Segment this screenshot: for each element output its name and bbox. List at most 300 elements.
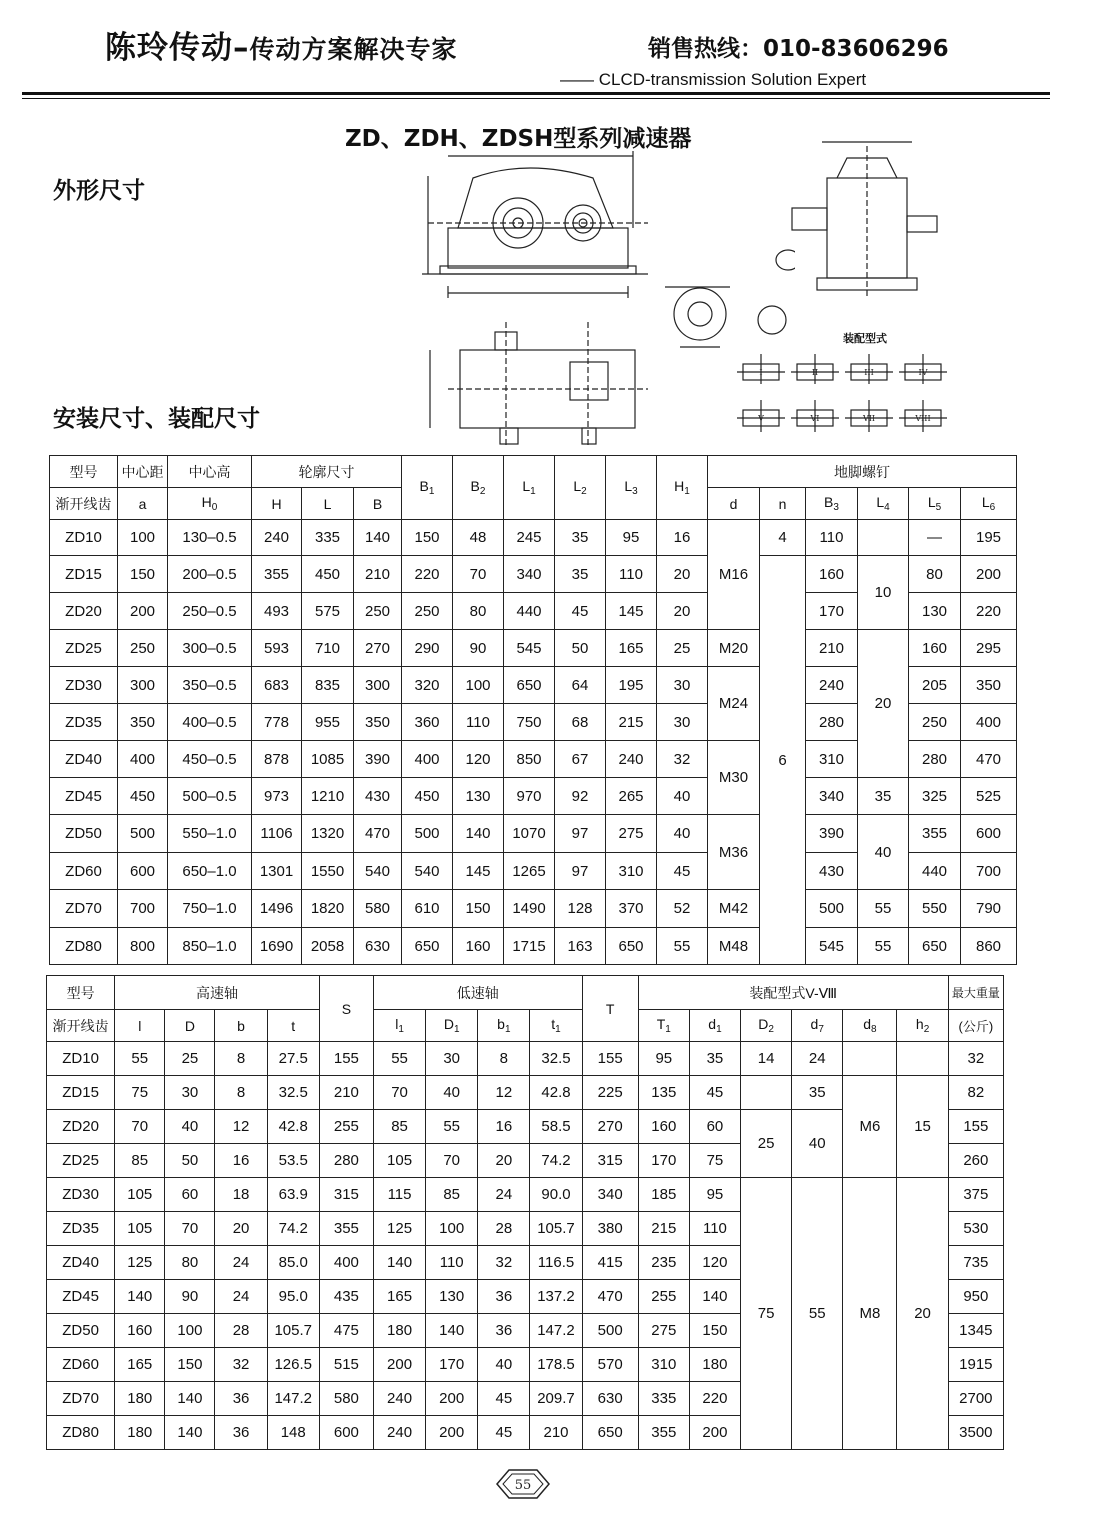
cell-model: ZD35 bbox=[47, 1212, 115, 1246]
cell-s: 280 bbox=[319, 1144, 373, 1178]
cell-model: ZD15 bbox=[50, 556, 118, 593]
subscript: 0 bbox=[211, 502, 218, 513]
cell-t1-small: 209.7 bbox=[530, 1382, 582, 1416]
cell-l6: 295 bbox=[961, 630, 1017, 667]
cell-d: 70 bbox=[165, 1212, 215, 1246]
subscript: 1 bbox=[530, 486, 536, 497]
cell-b2: 110 bbox=[453, 704, 504, 741]
cell-b: 390 bbox=[354, 741, 402, 778]
header-l: L bbox=[302, 488, 354, 520]
cell-h1: 30 bbox=[657, 667, 708, 704]
cell-t-small: 126.5 bbox=[267, 1348, 319, 1382]
company-header bbox=[105, 22, 458, 67]
table-row bbox=[50, 778, 1017, 815]
cell-l6: 700 bbox=[961, 853, 1017, 890]
cell-model: ZD45 bbox=[47, 1280, 115, 1314]
cell-l: 105 bbox=[115, 1178, 165, 1212]
cell-b: 8 bbox=[215, 1076, 267, 1110]
cell-d1-small: 140 bbox=[689, 1280, 740, 1314]
cell-model: ZD30 bbox=[50, 667, 118, 704]
subscript: 5 bbox=[935, 502, 942, 513]
cell-b: 430 bbox=[354, 778, 402, 815]
cell-h0: 850–1.0 bbox=[168, 928, 252, 965]
reducer-front-view-drawing bbox=[418, 148, 658, 308]
header-symbol: d bbox=[863, 1016, 871, 1032]
cell-l5: 130 bbox=[909, 593, 961, 630]
cell-t-small: 74.2 bbox=[267, 1212, 319, 1246]
cell-b: 630 bbox=[354, 928, 402, 965]
table-row bbox=[50, 928, 1017, 965]
cell-b1: 400 bbox=[402, 741, 453, 778]
cell-l5: 205 bbox=[909, 667, 961, 704]
cell-h: 1301 bbox=[252, 853, 302, 890]
cell-a: 800 bbox=[118, 928, 168, 965]
cell-model: ZD80 bbox=[47, 1416, 115, 1450]
cell-model: ZD25 bbox=[50, 630, 118, 667]
company-slogan: 传动方案解决专家 bbox=[249, 35, 458, 64]
cell-h1: 52 bbox=[657, 890, 708, 928]
cell-t1-small: 42.8 bbox=[530, 1076, 582, 1110]
cell-a: 600 bbox=[118, 853, 168, 890]
cell-d1-small: 180 bbox=[689, 1348, 740, 1382]
table-row bbox=[50, 630, 1017, 667]
cell-d1-small: 200 bbox=[689, 1416, 740, 1450]
cell-t1-small: 58.5 bbox=[530, 1110, 582, 1144]
cell-d2 bbox=[741, 1076, 792, 1110]
cell-l5: 325 bbox=[909, 778, 961, 815]
table-row bbox=[50, 556, 1017, 593]
cell-l3: 275 bbox=[606, 815, 657, 853]
header-center-height: 中心高 bbox=[168, 456, 252, 488]
cell-t: 630 bbox=[582, 1382, 638, 1416]
header-d1 bbox=[426, 1010, 478, 1042]
cell-l1: 245 bbox=[504, 520, 555, 556]
cell-l: 335 bbox=[302, 520, 354, 556]
cell-a: 700 bbox=[118, 890, 168, 928]
cell-h: 493 bbox=[252, 593, 302, 630]
cell-d1: 100 bbox=[426, 1212, 478, 1246]
cell-a: 300 bbox=[118, 667, 168, 704]
cell-t1-small: 137.2 bbox=[530, 1280, 582, 1314]
cell-t1: 185 bbox=[638, 1178, 689, 1212]
shaft-assembly-table bbox=[46, 975, 1004, 1450]
header-model: 型号 bbox=[50, 456, 118, 488]
cell-b: 470 bbox=[354, 815, 402, 853]
header-weight-unit: (公斤) bbox=[948, 1010, 1003, 1042]
cell-t: 225 bbox=[582, 1076, 638, 1110]
cell-l5: 650 bbox=[909, 928, 961, 965]
cell-h1: 55 bbox=[657, 928, 708, 965]
subscript: 1 bbox=[428, 486, 435, 497]
cell-l: 125 bbox=[115, 1246, 165, 1280]
cell-s: 600 bbox=[319, 1416, 373, 1450]
cell-t1: 95 bbox=[638, 1042, 689, 1076]
cell-b2: 80 bbox=[453, 593, 504, 630]
assembly-forms-diagram bbox=[735, 352, 960, 442]
cell-a: 200 bbox=[118, 593, 168, 630]
cell-l6: 860 bbox=[961, 928, 1017, 965]
cell-b: 28 bbox=[215, 1314, 267, 1348]
header-b3 bbox=[806, 488, 858, 520]
cell-max-weight: 2700 bbox=[948, 1382, 1003, 1416]
header-center-distance: 中心距 bbox=[118, 456, 168, 488]
cell-l6: 790 bbox=[961, 890, 1017, 928]
cell-h0: 350–0.5 bbox=[168, 667, 252, 704]
cell-d7: 40 bbox=[792, 1110, 843, 1178]
cell-b1: 650 bbox=[402, 928, 453, 965]
hotline-label: 销售热线： bbox=[648, 36, 763, 62]
cell-model: ZD10 bbox=[50, 520, 118, 556]
cell-b: 12 bbox=[215, 1110, 267, 1144]
cell-h2: 15 bbox=[897, 1076, 948, 1178]
cell-h0: 650–1.0 bbox=[168, 853, 252, 890]
assembly-form-7 bbox=[845, 400, 893, 432]
cell-model: ZD60 bbox=[47, 1348, 115, 1382]
cell-b3: 210 bbox=[806, 630, 858, 667]
cell-model: ZD45 bbox=[50, 778, 118, 815]
cell-l: 55 bbox=[115, 1042, 165, 1076]
cell-max-weight: 1345 bbox=[948, 1314, 1003, 1348]
cell-model: ZD25 bbox=[47, 1144, 115, 1178]
cell-d2: 25 bbox=[741, 1110, 792, 1178]
cell-l1: 1490 bbox=[504, 890, 555, 928]
cell-h: 355 bbox=[252, 556, 302, 593]
cell-h0: 200–0.5 bbox=[168, 556, 252, 593]
page-number: 55 bbox=[514, 1478, 532, 1493]
cell-b2: 160 bbox=[453, 928, 504, 965]
cell-t1: 135 bbox=[638, 1076, 689, 1110]
cell-t1: 255 bbox=[638, 1280, 689, 1314]
cell-t-small: 105.7 bbox=[267, 1314, 319, 1348]
cell-t1-small: 105.7 bbox=[530, 1212, 582, 1246]
cell-h0: 250–0.5 bbox=[168, 593, 252, 630]
cell-d8: M6 bbox=[843, 1076, 897, 1178]
header-l1 bbox=[504, 456, 555, 520]
cell-l: 1820 bbox=[302, 890, 354, 928]
cell-l1: 180 bbox=[373, 1314, 425, 1348]
cell-b1: 20 bbox=[478, 1144, 530, 1178]
cell-t-small: 53.5 bbox=[267, 1144, 319, 1178]
cell-b1: 8 bbox=[478, 1042, 530, 1076]
cell-l1: 70 bbox=[373, 1076, 425, 1110]
header-symbol: d bbox=[810, 1016, 819, 1032]
cell-l2: 97 bbox=[555, 815, 606, 853]
cell-t-small: 32.5 bbox=[267, 1076, 319, 1110]
cell-d1: 140 bbox=[426, 1314, 478, 1348]
english-subtitle: —— CLCD-transmission Solution Expert bbox=[560, 70, 867, 89]
subscript: 1 bbox=[398, 1024, 404, 1035]
cell-b: 8 bbox=[215, 1042, 267, 1076]
cell-h: 778 bbox=[252, 704, 302, 741]
cell-s: 210 bbox=[319, 1076, 373, 1110]
header-l6 bbox=[961, 488, 1017, 520]
cell-b1: 450 bbox=[402, 778, 453, 815]
cell-l: 450 bbox=[302, 556, 354, 593]
header-contour-dims: 轮廓尺寸 bbox=[252, 456, 402, 488]
cell-t1: 170 bbox=[638, 1144, 689, 1178]
cell-d: M42 bbox=[708, 890, 760, 928]
assembly-form-4 bbox=[899, 354, 947, 384]
header-l4 bbox=[858, 488, 909, 520]
cell-b: 300 bbox=[354, 667, 402, 704]
cell-t: 315 bbox=[582, 1144, 638, 1178]
assembly-form-8 bbox=[899, 400, 947, 432]
header-l3 bbox=[606, 456, 657, 520]
header-rule-thick bbox=[22, 92, 1050, 95]
header-d8 bbox=[843, 1010, 897, 1042]
cell-max-weight: 735 bbox=[948, 1246, 1003, 1280]
header-gear: 渐开线齿 bbox=[47, 1010, 115, 1042]
cell-b: 24 bbox=[215, 1246, 267, 1280]
cell-l6: 195 bbox=[961, 520, 1017, 556]
header-h1 bbox=[657, 456, 708, 520]
cell-b: 350 bbox=[354, 704, 402, 741]
cell-l1: 105 bbox=[373, 1144, 425, 1178]
cell-d1-small: 95 bbox=[689, 1178, 740, 1212]
assembly-form-5-label: V bbox=[758, 414, 764, 423]
cell-l1: 125 bbox=[373, 1212, 425, 1246]
cell-b1: 24 bbox=[478, 1178, 530, 1212]
cell-b: 32 bbox=[215, 1348, 267, 1382]
header-symbol: L bbox=[876, 494, 885, 510]
cell-d: 150 bbox=[165, 1348, 215, 1382]
cell-d: M16 bbox=[708, 520, 760, 630]
subscript: 3 bbox=[632, 486, 638, 497]
cell-b1: 45 bbox=[478, 1416, 530, 1450]
cell-h: 1106 bbox=[252, 815, 302, 853]
cell-l3: 370 bbox=[606, 890, 657, 928]
header-symbol: L bbox=[981, 494, 990, 510]
cell-d8 bbox=[843, 1042, 897, 1076]
cell-t1-small: 74.2 bbox=[530, 1144, 582, 1178]
cell-l2: 35 bbox=[555, 556, 606, 593]
cell-l2: 35 bbox=[555, 520, 606, 556]
cell-l1: 140 bbox=[373, 1246, 425, 1280]
cell-l3: 110 bbox=[606, 556, 657, 593]
section-outline-dimensions: 外形尺寸 bbox=[53, 178, 145, 204]
assembly-form-4-label: IV bbox=[918, 368, 928, 377]
cell-b1: 320 bbox=[402, 667, 453, 704]
cell-b2: 90 bbox=[453, 630, 504, 667]
cell-l4: 20 bbox=[858, 630, 909, 778]
cell-t-small: 63.9 bbox=[267, 1178, 319, 1212]
subscript: 3 bbox=[833, 502, 839, 513]
header-symbol: H bbox=[674, 478, 685, 494]
cell-b1: 220 bbox=[402, 556, 453, 593]
cell-a: 350 bbox=[118, 704, 168, 741]
header-t1 bbox=[638, 1010, 689, 1042]
cell-b2: 140 bbox=[453, 815, 504, 853]
subscript: 8 bbox=[870, 1024, 877, 1035]
cell-a: 100 bbox=[118, 520, 168, 556]
cell-l1: 240 bbox=[373, 1416, 425, 1450]
header-b1 bbox=[402, 456, 453, 520]
cell-t1: 275 bbox=[638, 1314, 689, 1348]
header-low-speed-shaft: 低速轴 bbox=[373, 976, 582, 1010]
cell-t: 155 bbox=[582, 1042, 638, 1076]
cell-t-small: 95.0 bbox=[267, 1280, 319, 1314]
cell-d1: 55 bbox=[426, 1110, 478, 1144]
assembly-form-1 bbox=[737, 354, 785, 384]
cell-d: 40 bbox=[165, 1110, 215, 1144]
cell-t: 570 bbox=[582, 1348, 638, 1382]
cell-l: 2058 bbox=[302, 928, 354, 965]
cell-b2: 150 bbox=[453, 890, 504, 928]
cell-l: 75 bbox=[115, 1076, 165, 1110]
cell-d: 25 bbox=[165, 1042, 215, 1076]
cell-d8: M8 bbox=[843, 1178, 897, 1450]
header-dash: – bbox=[233, 30, 250, 66]
subscript: 1 bbox=[555, 1024, 561, 1035]
cell-t1: 235 bbox=[638, 1246, 689, 1280]
cell-b1: 610 bbox=[402, 890, 453, 928]
header-h2 bbox=[897, 1010, 948, 1042]
cell-l2: 163 bbox=[555, 928, 606, 965]
header-symbol: l bbox=[395, 1016, 399, 1032]
cell-t-small: 148 bbox=[267, 1416, 319, 1450]
cell-l6: 350 bbox=[961, 667, 1017, 704]
cell-l1: 750 bbox=[504, 704, 555, 741]
cell-l: 575 bbox=[302, 593, 354, 630]
cell-b: 18 bbox=[215, 1178, 267, 1212]
cell-b1: 28 bbox=[478, 1212, 530, 1246]
cell-l1: 545 bbox=[504, 630, 555, 667]
cell-d: 90 bbox=[165, 1280, 215, 1314]
cell-model: ZD80 bbox=[50, 928, 118, 965]
cell-l6: 470 bbox=[961, 741, 1017, 778]
cell-l3: 165 bbox=[606, 630, 657, 667]
header-model: 型号 bbox=[47, 976, 115, 1010]
header-s: S bbox=[319, 976, 373, 1042]
cell-d: M48 bbox=[708, 928, 760, 965]
cell-t-small: 42.8 bbox=[267, 1110, 319, 1144]
cell-s: 355 bbox=[319, 1212, 373, 1246]
cell-b1: 45 bbox=[478, 1382, 530, 1416]
cell-l: 140 bbox=[115, 1280, 165, 1314]
subscript: 4 bbox=[884, 502, 890, 513]
cell-a: 400 bbox=[118, 741, 168, 778]
cell-h1: 20 bbox=[657, 556, 708, 593]
cell-t1-small: 210 bbox=[530, 1416, 582, 1450]
assembly-forms-label: 装配型式 bbox=[843, 332, 887, 345]
table-header-row bbox=[50, 456, 1017, 488]
header-d2 bbox=[741, 1010, 792, 1042]
cell-l2: 68 bbox=[555, 704, 606, 741]
cell-l: 955 bbox=[302, 704, 354, 741]
cell-l3: 650 bbox=[606, 928, 657, 965]
cell-s: 435 bbox=[319, 1280, 373, 1314]
cell-h0: 750–1.0 bbox=[168, 890, 252, 928]
cell-model: ZD50 bbox=[50, 815, 118, 853]
cell-t-small: 27.5 bbox=[267, 1042, 319, 1076]
cell-max-weight: 82 bbox=[948, 1076, 1003, 1110]
cell-l2: 64 bbox=[555, 667, 606, 704]
cell-l4: 40 bbox=[858, 815, 909, 890]
cell-l: 835 bbox=[302, 667, 354, 704]
cell-b1: 36 bbox=[478, 1314, 530, 1348]
cell-t1: 215 bbox=[638, 1212, 689, 1246]
cell-b3: 310 bbox=[806, 741, 858, 778]
cell-b2: 120 bbox=[453, 741, 504, 778]
installation-dimensions-table bbox=[49, 455, 1017, 965]
cell-d1-small: 45 bbox=[689, 1076, 740, 1110]
cell-l: 180 bbox=[115, 1416, 165, 1450]
cell-t: 650 bbox=[582, 1416, 638, 1450]
cell-l4: 55 bbox=[858, 928, 909, 965]
cell-l2: 50 bbox=[555, 630, 606, 667]
header-rule-thin bbox=[22, 98, 1050, 99]
cell-s: 515 bbox=[319, 1348, 373, 1382]
cell-h1: 20 bbox=[657, 593, 708, 630]
cell-l6: 200 bbox=[961, 556, 1017, 593]
header-h0 bbox=[168, 488, 252, 520]
header-symbol: L bbox=[522, 478, 531, 494]
cell-max-weight: 1915 bbox=[948, 1348, 1003, 1382]
cell-l1: 240 bbox=[373, 1382, 425, 1416]
cell-t1-small: 116.5 bbox=[530, 1246, 582, 1280]
table-row bbox=[50, 815, 1017, 853]
header-max-weight: 最大重量 bbox=[948, 976, 1003, 1010]
reducer-plan-view-drawing bbox=[420, 322, 650, 450]
header-l: l bbox=[115, 1010, 165, 1042]
cell-h0: 500–0.5 bbox=[168, 778, 252, 815]
cell-l5: 80 bbox=[909, 556, 961, 593]
cell-model: ZD40 bbox=[47, 1246, 115, 1280]
cell-l5: 355 bbox=[909, 815, 961, 853]
hotline-number: 010-83606296 bbox=[763, 36, 949, 62]
header-symbol: H bbox=[201, 494, 212, 510]
cell-b1: 40 bbox=[478, 1348, 530, 1382]
cell-b3: 500 bbox=[806, 890, 858, 928]
cell-l2: 128 bbox=[555, 890, 606, 928]
cell-h0: 300–0.5 bbox=[168, 630, 252, 667]
header-symbol: B bbox=[470, 478, 480, 494]
assembly-form-1-label: I bbox=[759, 368, 763, 377]
cell-h0: 400–0.5 bbox=[168, 704, 252, 741]
header-d7 bbox=[792, 1010, 843, 1042]
cell-d1: 130 bbox=[426, 1280, 478, 1314]
cell-h0: 550–1.0 bbox=[168, 815, 252, 853]
header-gear: 渐开线齿 bbox=[50, 488, 118, 520]
header-t-small: t bbox=[267, 1010, 319, 1042]
cell-h1: 16 bbox=[657, 520, 708, 556]
subscript: 2 bbox=[479, 486, 486, 497]
subscript: 1 bbox=[716, 1024, 722, 1035]
cell-max-weight: 530 bbox=[948, 1212, 1003, 1246]
cell-l1: 1070 bbox=[504, 815, 555, 853]
cell-h: 973 bbox=[252, 778, 302, 815]
cell-model: ZD20 bbox=[47, 1110, 115, 1144]
cell-h: 1496 bbox=[252, 890, 302, 928]
header-symbol: B bbox=[419, 478, 429, 494]
assembly-form-3-label: III bbox=[864, 368, 874, 377]
cell-b3: 545 bbox=[806, 928, 858, 965]
cell-l: 165 bbox=[115, 1348, 165, 1382]
header-symbol: L bbox=[927, 494, 936, 510]
cell-b3: 160 bbox=[806, 556, 858, 593]
header-assembly-forms: 装配型式V-Ⅷ bbox=[638, 976, 948, 1010]
cell-l1: 440 bbox=[504, 593, 555, 630]
cell-d2: 75 bbox=[741, 1178, 792, 1450]
cell-b: 16 bbox=[215, 1144, 267, 1178]
sales-hotline bbox=[648, 30, 949, 63]
cell-t: 270 bbox=[582, 1110, 638, 1144]
header-l2 bbox=[555, 456, 606, 520]
cell-d1: 170 bbox=[426, 1348, 478, 1382]
assembly-form-8-label: VIII bbox=[915, 414, 931, 423]
cell-d1: 85 bbox=[426, 1178, 478, 1212]
cell-max-weight: 32 bbox=[948, 1042, 1003, 1076]
